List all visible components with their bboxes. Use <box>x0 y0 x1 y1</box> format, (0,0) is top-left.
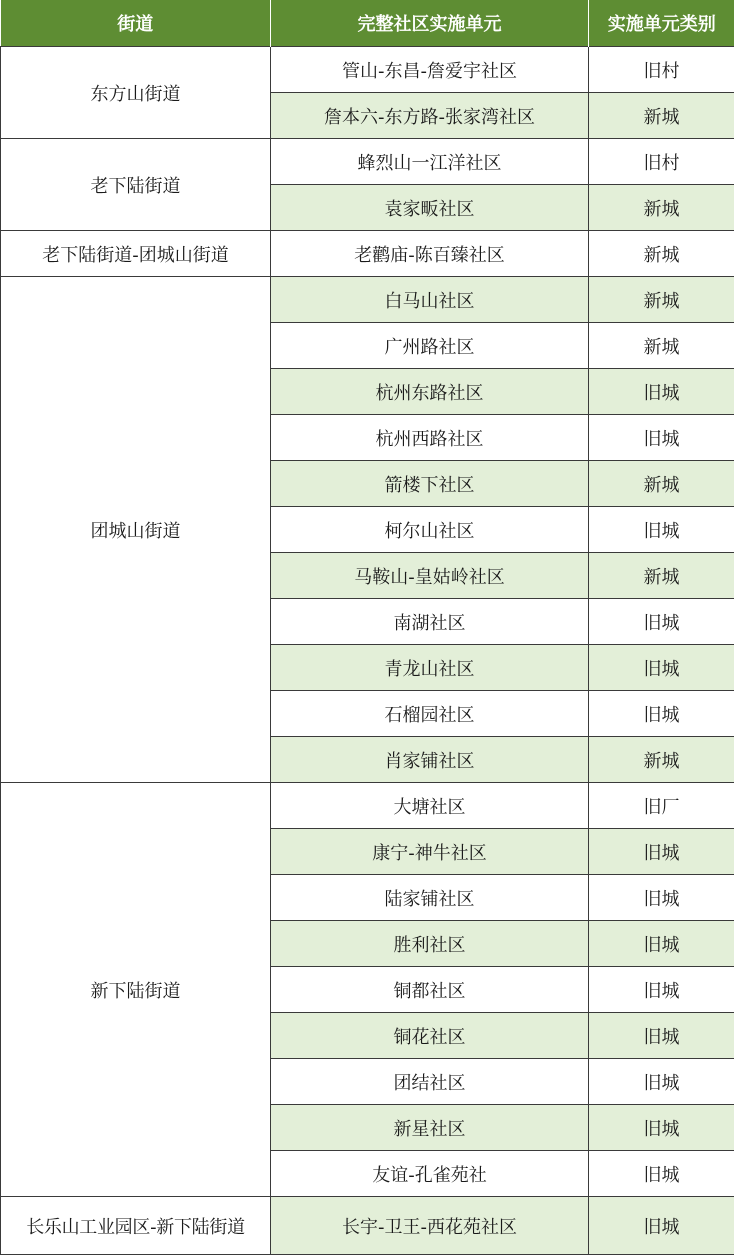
unit-cell: 南湖社区 <box>271 599 589 645</box>
unit-cell: 大塘社区 <box>271 783 589 829</box>
category-cell: 新城 <box>589 231 734 277</box>
category-cell: 旧城 <box>589 1059 734 1105</box>
unit-cell: 老鹳庙-陈百臻社区 <box>271 231 589 277</box>
category-cell: 旧城 <box>589 1105 734 1151</box>
category-cell: 旧城 <box>589 875 734 921</box>
unit-cell: 长宇-卫王-西花苑社区 <box>271 1197 589 1255</box>
category-cell: 旧城 <box>589 645 734 691</box>
category-cell: 新城 <box>589 553 734 599</box>
unit-cell: 友谊-孔雀苑社 <box>271 1151 589 1197</box>
street-cell: 老下陆街道-团城山街道 <box>1 231 271 277</box>
header-unit: 完整社区实施单元 <box>271 0 589 47</box>
unit-cell: 杭州东路社区 <box>271 369 589 415</box>
category-cell: 旧城 <box>589 599 734 645</box>
header-row <box>1 0 734 47</box>
category-cell: 旧厂 <box>589 783 734 829</box>
category-cell: 旧城 <box>589 1013 734 1059</box>
category-cell: 旧城 <box>589 507 734 553</box>
table-row <box>1 783 734 829</box>
category-cell: 旧村 <box>589 139 734 185</box>
category-cell: 新城 <box>589 461 734 507</box>
category-cell: 新城 <box>589 185 734 231</box>
street-cell: 老下陆街道 <box>1 139 271 231</box>
category-cell: 旧城 <box>589 691 734 737</box>
unit-cell: 箭楼下社区 <box>271 461 589 507</box>
category-cell: 旧城 <box>589 829 734 875</box>
category-cell: 新城 <box>589 277 734 323</box>
unit-cell: 陆家铺社区 <box>271 875 589 921</box>
unit-cell: 肖家铺社区 <box>271 737 589 783</box>
table-row <box>1 231 734 277</box>
category-cell: 旧村 <box>589 47 734 93</box>
unit-cell: 康宁-神牛社区 <box>271 829 589 875</box>
category-cell: 新城 <box>589 737 734 783</box>
category-cell: 旧城 <box>589 1197 734 1255</box>
unit-cell: 管山-东昌-詹爱宇社区 <box>271 47 589 93</box>
street-cell: 新下陆街道 <box>1 783 271 1197</box>
unit-cell: 石榴园社区 <box>271 691 589 737</box>
unit-cell: 团结社区 <box>271 1059 589 1105</box>
unit-cell: 新星社区 <box>271 1105 589 1151</box>
table-row <box>1 139 734 185</box>
category-cell: 新城 <box>589 323 734 369</box>
street-cell: 团城山街道 <box>1 277 271 783</box>
unit-cell: 白马山社区 <box>271 277 589 323</box>
table-row <box>1 47 734 93</box>
category-cell: 旧城 <box>589 921 734 967</box>
table-row <box>1 1197 734 1255</box>
unit-cell: 铜花社区 <box>271 1013 589 1059</box>
table-row <box>1 277 734 323</box>
unit-cell: 铜都社区 <box>271 967 589 1013</box>
unit-cell: 杭州西路社区 <box>271 415 589 461</box>
category-cell: 旧城 <box>589 415 734 461</box>
unit-cell: 胜利社区 <box>271 921 589 967</box>
category-cell: 旧城 <box>589 1151 734 1197</box>
unit-cell: 青龙山社区 <box>271 645 589 691</box>
category-cell: 新城 <box>589 93 734 139</box>
category-cell: 旧城 <box>589 967 734 1013</box>
unit-cell: 詹本六-东方路-张家湾社区 <box>271 93 589 139</box>
unit-cell: 柯尔山社区 <box>271 507 589 553</box>
street-cell: 长乐山工业园区-新下陆街道 <box>1 1197 271 1255</box>
unit-cell: 广州路社区 <box>271 323 589 369</box>
street-cell: 东方山街道 <box>1 47 271 139</box>
header-category: 实施单元类别 <box>589 0 734 47</box>
header-street: 街道 <box>1 0 271 47</box>
unit-cell: 马鞍山-皇姑岭社区 <box>271 553 589 599</box>
unit-cell: 袁家畈社区 <box>271 185 589 231</box>
unit-cell: 蜂烈山一江洋社区 <box>271 139 589 185</box>
category-cell: 旧城 <box>589 369 734 415</box>
